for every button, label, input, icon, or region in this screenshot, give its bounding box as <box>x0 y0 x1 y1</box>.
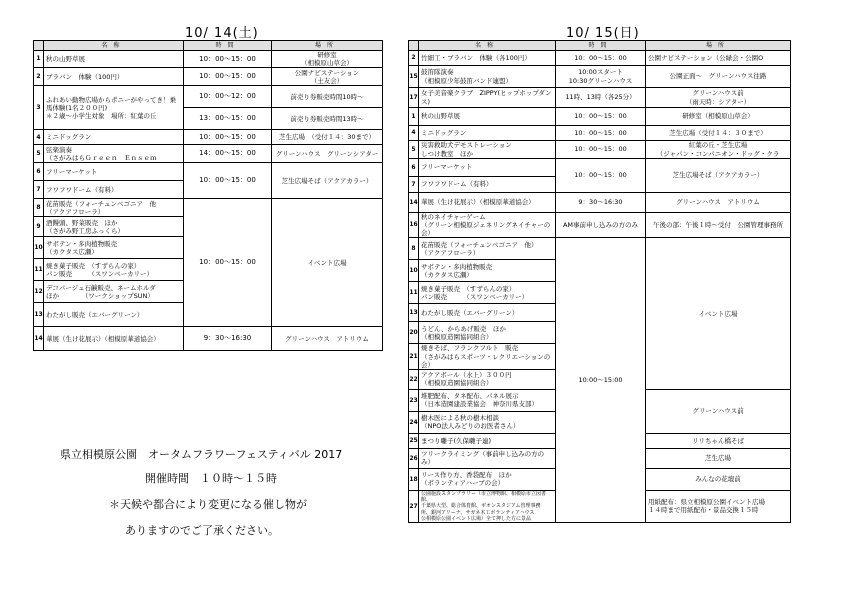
event-place: 前売り券販売時間13時～ <box>272 108 383 130</box>
event-place: グリーンハウス グリーンシアター <box>272 145 383 163</box>
event-name: フワフワドーム（有料） <box>419 177 556 193</box>
day1-title: 10/ 14(土) <box>185 26 259 41</box>
header-time: 時間 <box>184 41 272 51</box>
table-row <box>34 130 383 145</box>
row-number: 25 <box>409 433 419 448</box>
day2-schedule-table <box>408 40 791 523</box>
event-place: グリーンハウス アトリウム <box>272 327 383 351</box>
event-time: 11時、13時（各25分） <box>556 88 646 108</box>
event-time: 10:00スタート 10:30グリーンハウス <box>556 66 646 88</box>
row-number: 21 <box>409 344 419 369</box>
table-row <box>34 163 383 181</box>
row-number: 9 <box>34 217 44 237</box>
row-number: 15 <box>409 66 419 88</box>
row-number: 1 <box>409 108 419 126</box>
row-number: 14 <box>409 193 419 213</box>
event-place: みんなの花壇前 <box>646 468 791 490</box>
event-place: 研修室（相模原山草会） <box>646 108 791 126</box>
row-number: 3 <box>34 86 44 130</box>
event-name: アクアボール（水上）３００円 （相模原造園協同組合） <box>419 369 556 389</box>
event-place: 公園ナビステーション（公緑会・公園O <box>646 51 791 66</box>
table-row <box>409 193 791 213</box>
row-number: 1 <box>34 51 44 68</box>
row-number: 2 <box>409 51 419 66</box>
header-time: 時間 <box>556 41 646 51</box>
event-name: ツリークライミング（事前申し込みの方のみ） <box>419 448 556 468</box>
table-row <box>409 238 791 260</box>
row-number: 5 <box>34 145 44 163</box>
event-place: イベント広場 <box>646 238 791 389</box>
row-number: 22 <box>409 369 419 389</box>
event-name: デコパージュ石鹸販売、ネームホルダ ほか （ワークショップSUN） <box>44 281 184 303</box>
event-time: 10：00～15：00 <box>556 108 646 126</box>
table-row <box>409 159 791 177</box>
notice-line-2: ありますのでご了承ください。 <box>125 524 279 537</box>
event-name: わたがし販売（エバーグリーン） <box>419 304 556 322</box>
table-row <box>409 51 791 66</box>
festival-title: 県立相模原公園 オータムフラワーフェスティバル 2017 <box>60 448 343 461</box>
event-time: 10：00～15：00 <box>556 159 646 193</box>
row-number: 17 <box>409 88 419 108</box>
row-number: 7 <box>34 181 44 199</box>
row-number: 11 <box>34 259 44 281</box>
header-place: 場所 <box>646 41 791 51</box>
table-row <box>409 126 791 141</box>
event-name: ミニドッグラン <box>44 130 184 145</box>
row-number: 6 <box>409 159 419 177</box>
row-number: 10 <box>34 237 44 259</box>
event-place: グリーンハウス前 （雨天時：シアター） <box>646 88 791 108</box>
header-name: 名称 <box>419 41 556 51</box>
event-time: 10：00～15：00 <box>184 68 272 86</box>
event-name: 焼き菓子販売 （すずらんの家） パン販売 （スワンベーカリー） <box>44 259 184 281</box>
event-place: 芝生広場 （受付１４：30まで） <box>272 130 383 145</box>
row-number: 12 <box>34 281 44 303</box>
table-header <box>34 41 383 51</box>
event-time: 13：00～15：00 <box>184 108 272 130</box>
row-number: 13 <box>409 304 419 322</box>
event-name: ふれあい動物広場からポニーがやってき！乗馬体験(1名２００円) ＊２歳～小学生対象 場所：紅葉の丘 <box>44 86 184 130</box>
event-name: 華展（生け花展示）（相模原華道協会） <box>44 327 184 351</box>
event-name: ブラバン 体験（100円） <box>44 68 184 86</box>
row-number: 10 <box>409 260 419 282</box>
row-number: 8 <box>409 238 419 260</box>
table-row <box>409 88 791 108</box>
table-row <box>34 327 383 351</box>
event-name: 鼓笛隊演奏 （相模原少年鼓笛バンド連盟） <box>419 66 556 88</box>
row-number: 2 <box>34 68 44 86</box>
row-number: 16 <box>409 213 419 238</box>
opening-hours: 開催時間 １０時～１５時 <box>145 472 277 485</box>
event-name: 焼き菓子販売 （すずらんの家） パン販売 （スワンベーカリー） <box>419 282 556 304</box>
event-name: フリーマーケット <box>419 159 556 177</box>
table-row <box>409 66 791 88</box>
row-number: 5 <box>409 141 419 159</box>
event-time: 10：00～15：00 <box>184 163 272 199</box>
table-row <box>34 51 383 68</box>
event-time: 10：00～15：00 <box>556 126 646 141</box>
event-place: 用紙配布：県立相模原公園イベント広場 １４時まで用紙配布・景品交換１５時 <box>646 490 791 522</box>
event-name: 樹木医による秋の樹木相談 （NPO法人みどりのお医者さん） <box>419 411 556 433</box>
event-name: 焼きそば、フランクフルト 販売 （さがみはらスポーツ・レクリエーションの会） <box>419 344 556 369</box>
row-number: 27 <box>409 490 419 522</box>
event-name: フワフワドーム（有料） <box>44 181 184 199</box>
event-place: 研修室 （相模原山草会） <box>272 51 383 68</box>
event-time: 9：30～16:30 <box>184 327 272 351</box>
event-name: 秋の山野草展 <box>419 108 556 126</box>
event-time: 10：00～15：00 <box>184 51 272 68</box>
event-time: 10：00～15：00 <box>184 130 272 145</box>
row-number: 20 <box>409 322 419 344</box>
event-name: 災害救助犬デモストレーション しつけ教室 ほか <box>419 141 556 159</box>
event-name: リース作り方、香袋配布 ほか （ボランティアハーブの会） <box>419 468 556 490</box>
event-name: 華展（生け花展示）（相模原華道協会） <box>419 193 556 213</box>
event-name: 公園施設スタンプラリー（市立博物館、相模原市立図書館、 千葉県大型、総合体育館、ギオンスタジアム管理事務 所、銀河アリーナ、サガネ木工ボランティアハウス 公相模原公園イベント広場）全て押した方に景品 <box>419 490 556 522</box>
table-row <box>34 86 383 108</box>
header-name: 名称 <box>44 41 184 51</box>
row-number: 8 <box>34 199 44 217</box>
event-name: 秋のネイチャーゲーム （グリーン相模原ジェネリングネイチャーの会） <box>419 213 556 238</box>
event-place: 芝生広場 <box>646 448 791 468</box>
event-place: 芝生広場（受付１４：３０まで） <box>646 126 791 141</box>
event-time: AM事前申し込みの方のみ <box>556 213 646 238</box>
event-place: 前売り券販売時間10時～ <box>272 86 383 108</box>
row-number: 11 <box>409 282 419 304</box>
event-name: 酒饅頭、野菜販売 ほか （さがみ野工房ふっくら） <box>44 217 184 237</box>
table-row <box>34 68 383 86</box>
event-place: 公園正面～ グリーンハウス往路 <box>646 66 791 88</box>
event-name: 女子美音楽クラブ ZIPPY(ヒップホップダンス) <box>419 88 556 108</box>
event-name: 竹細工・ブラバン 体験（各100円） <box>419 51 556 66</box>
row-number: 26 <box>409 448 419 468</box>
event-name: ミニドッグラン <box>419 126 556 141</box>
header-place: 場所 <box>272 41 383 51</box>
row-number: 24 <box>409 411 419 433</box>
table-row <box>34 145 383 163</box>
day2-title: 10/ 15(日) <box>566 26 640 41</box>
event-name: 弦楽演奏 （さがみはらＧｒｅｅｎ Ｅｎｓｅｍ <box>44 145 184 163</box>
table-header <box>409 41 791 51</box>
table-row <box>409 108 791 126</box>
notice-line-1: ＊天候や都合により変更になる催し物が <box>109 498 307 511</box>
event-time: 9：30～16:30 <box>556 193 646 213</box>
day1-schedule-table <box>33 40 383 351</box>
row-number: 14 <box>34 327 44 351</box>
event-time: 10：00～15：00 <box>556 51 646 66</box>
event-place: リリちゃん橋そば <box>646 433 791 448</box>
table-row <box>409 141 791 159</box>
event-place: グリーンハウス前 <box>646 389 791 433</box>
row-number: 4 <box>409 126 419 141</box>
event-name: わたがし販売（エバーグリーン） <box>44 303 184 327</box>
event-name: フリーマーケット <box>44 163 184 181</box>
event-place: イベント広場 <box>272 199 383 327</box>
event-name: 花苗販売（フォーチュンベゴニア 他） （アクアフローラ） <box>419 238 556 260</box>
event-name: サボテン・多肉植物販売 （カクタス広瀬） <box>419 260 556 282</box>
event-place: グリーンハウス アトリウム <box>646 193 791 213</box>
row-number: 23 <box>409 389 419 411</box>
row-number: 18 <box>409 468 419 490</box>
event-time: 14：00～15：00 <box>184 145 272 163</box>
event-place: 紅葉の丘・芝生広場 （ジャパン・コンパニオン・ドッグ・クラ <box>646 141 791 159</box>
event-name: うどん、からあげ販売 ほか （相模原造園協同組合） <box>419 322 556 344</box>
event-name: まつり囃子(久保囃子連) <box>419 433 556 448</box>
event-name: サボテン・多肉植物販売 （カクタス広瀬） <box>44 237 184 259</box>
table-row <box>409 213 791 238</box>
event-time: 10：00～12：00 <box>184 86 272 108</box>
row-number: 13 <box>34 303 44 327</box>
event-time: 10：00～15：00 <box>556 141 646 159</box>
event-place: 芝生広場そば（アクアカラー） <box>646 159 791 193</box>
table-row <box>34 199 383 217</box>
event-name: 堆肥配布、タネ配布、パネル展示 （日本造園建設業協会 神奈川県支部） <box>419 389 556 411</box>
event-place: 公園ナビステーション （土友会） <box>272 68 383 86</box>
event-place: 午後の部：午後１時～受付 公園管理事務所 <box>646 213 791 238</box>
row-number: 7 <box>409 177 419 193</box>
row-number: 4 <box>34 130 44 145</box>
row-number: 6 <box>34 163 44 181</box>
event-time: 10:00～15:00 <box>556 238 646 523</box>
event-name: 秋の山野草展 <box>44 51 184 68</box>
event-place: 芝生広場そば（アクアカラー） <box>272 163 383 199</box>
event-time: 10：00～15：00 <box>184 199 272 327</box>
event-name: 花苗販売（フォーチュンベゴニア 他 （アクアフローラ） <box>44 199 184 217</box>
